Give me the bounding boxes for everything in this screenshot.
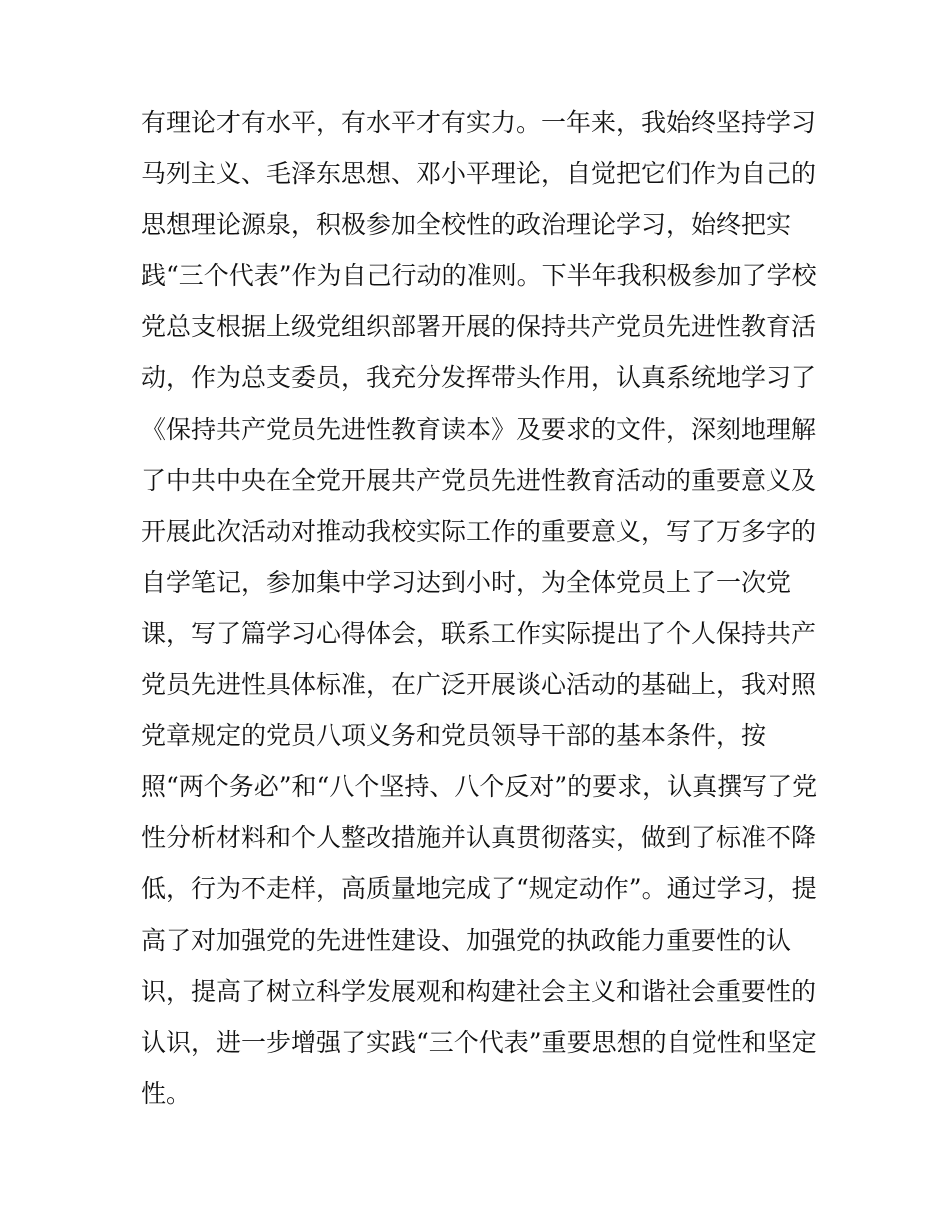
- text-line-14: 照“两个务必”和“八个坚持、八个反对”的要求，认真撰写了党: [141, 772, 818, 802]
- text-line-5: 党总支根据上级党组织部署开展的保持共产党员先进性教育活: [141, 312, 817, 342]
- text-line-8: 了中共中央在全党开展共产党员先进性教育活动的重要意义及: [141, 465, 817, 495]
- text-line-17: 高了对加强党的先进性建设、加强党的执政能力重要性的认: [141, 925, 792, 955]
- body-paragraph: [141, 110, 821, 1132]
- text-line-2: 马列主义、毛泽东思想、邓小平理论，自觉把它们作为自己的: [141, 159, 817, 189]
- text-line-6: 动，作为总支委员，我充分发挥带头作用，认真系统地学习了: [141, 363, 817, 393]
- text-line-1: 有理论才有水平，有水平才有实力。一年来，我始终坚持学习: [141, 108, 817, 137]
- text-line-13: 党章规定的党员八项义务和党员领导干部的基本条件，按: [141, 721, 767, 751]
- text-line-20: 性。: [141, 1078, 192, 1108]
- text-line-15: 性分析材料和个人整改措施并认真贯彻落实，做到了标准不降: [141, 823, 817, 853]
- text-line-3: 思想理论源泉，积极参加全校性的政治理论学习，始终把实: [141, 210, 792, 240]
- text-line-9: 开展此次活动对推动我校实际工作的重要意义，写了万多字的: [141, 516, 817, 546]
- text-line-12: 党员先进性具体标准，在广泛开展谈心活动的基础上，我对照: [141, 670, 817, 700]
- text-line-7: 《保持共产党员先进性教育读本》及要求的文件，深刻地理解: [141, 414, 817, 444]
- text-line-11: 课，写了篇学习心得体会，联系工作实际提出了个人保持共产: [141, 618, 817, 648]
- text-line-18: 识，提高了树立科学发展观和构建社会主义和谐社会重要性的: [141, 976, 817, 1006]
- text-line-19: 认识，进一步增强了实践“三个代表”重要思想的自觉性和坚定: [141, 1027, 817, 1057]
- text-line-16: 低，行为不走样，高质量地完成了“规定动作”。通过学习，提: [141, 874, 817, 904]
- text-line-10: 自学笔记，参加集中学习达到小时，为全体党员上了一次党: [141, 567, 792, 597]
- text-line-4: 践“三个代表”作为自己行动的准则。下半年我积极参加了学校: [141, 261, 817, 291]
